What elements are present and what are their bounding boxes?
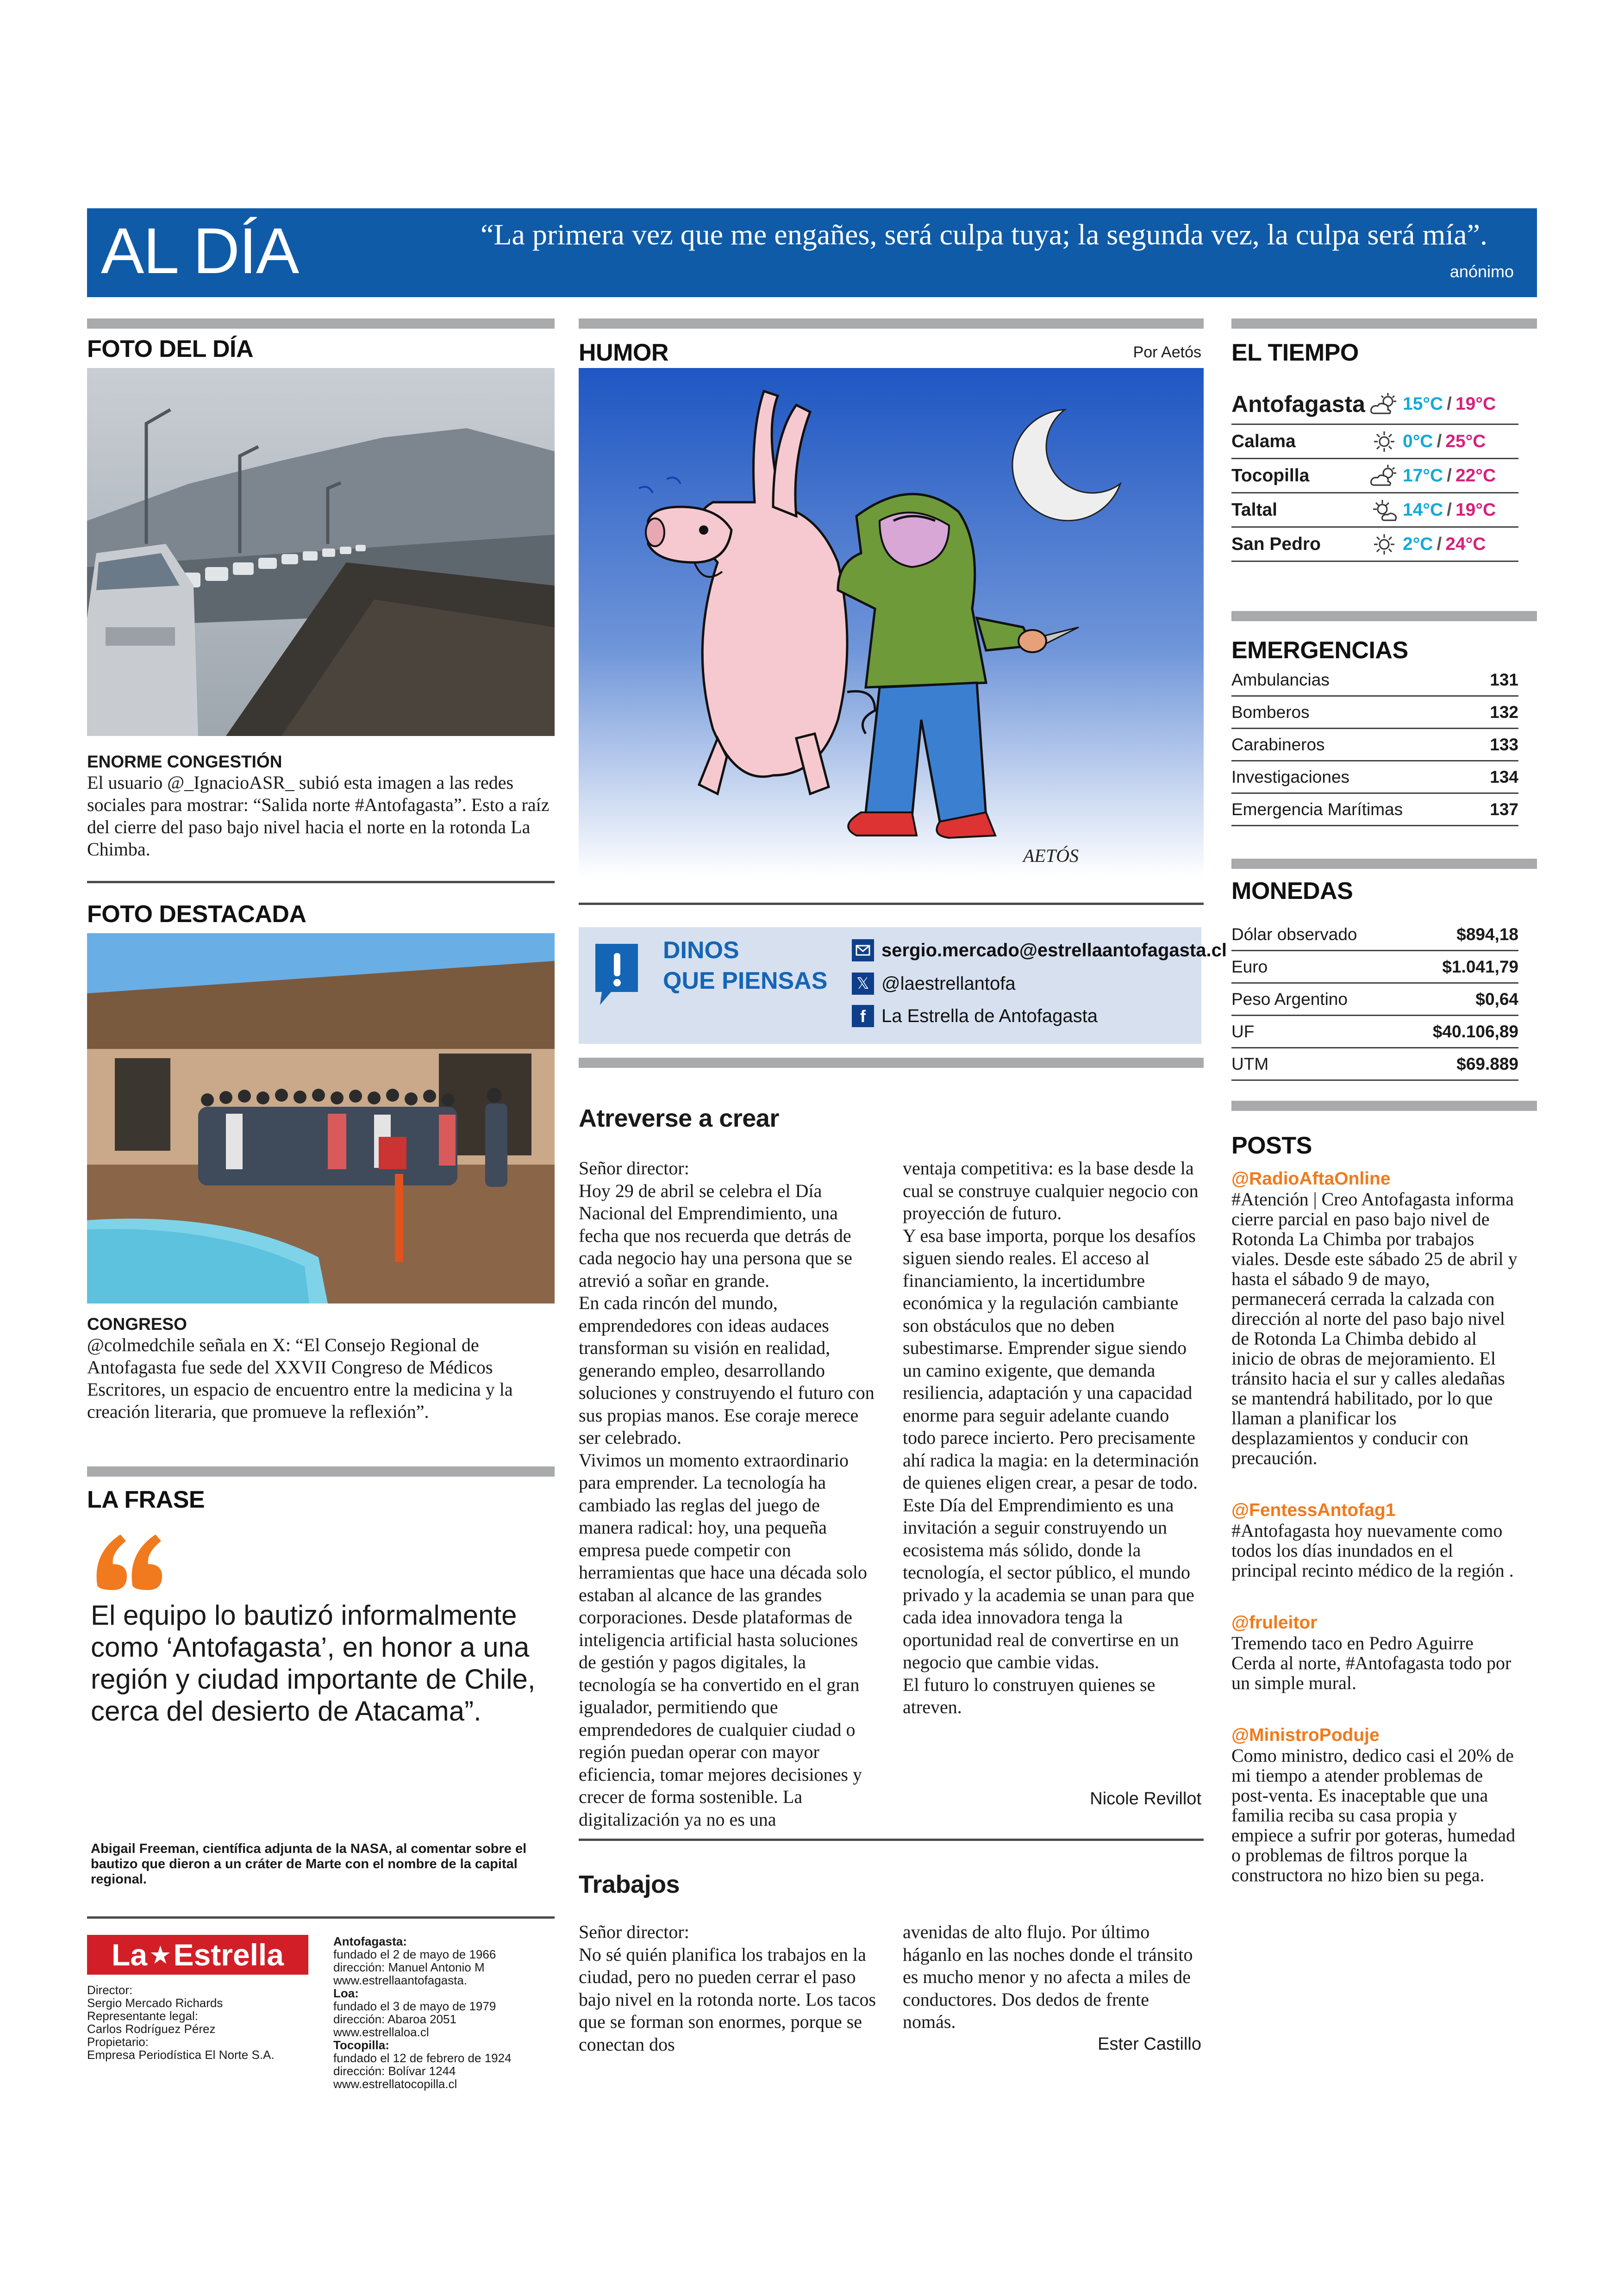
mail-icon [852,939,874,961]
temp-max: 25°C [1445,431,1486,451]
owner-label: Propietario: [87,2035,149,2049]
divider [87,1916,555,1919]
emergency-label: Bomberos [1231,702,1310,722]
partly-cloudy-icon [1366,462,1403,490]
emergency-label: Emergencia Marítimas [1231,799,1403,819]
facebook-page[interactable]: La Estrella de Antofagasta [881,1005,1098,1026]
post-handle[interactable]: @RadioAftaOnline [1231,1169,1391,1189]
currency-label: Dólar observado [1231,924,1357,944]
currency-label: Peso Argentino [1231,989,1348,1009]
post-text: Tremendo taco en Pedro Aguirre Cerda al norte, #Antofagasta todo por un simple mural. [1231,1633,1512,1693]
section-bar [87,318,555,329]
quote-author: anónimo [1449,262,1514,281]
edition-founded: fundado el 3 de mayo de 1979 [333,1999,496,2013]
emergency-row [1231,794,1518,826]
currency-row [1231,1048,1518,1081]
facebook-row[interactable] [852,1005,1098,1027]
section-bar [1231,611,1537,621]
post-handle[interactable]: @FentessAntofag1 [1231,1500,1396,1520]
la-frase-quote: El equipo lo bautizó informalmente como ‘Antofagasta’, en honor a una región y ciudad importante de Chile, cerca del desierto de Atacama”. [91,1600,536,1727]
email-row[interactable] [852,939,1227,961]
weather-city: Antofagasta [1231,391,1365,417]
currency-row [1231,951,1518,984]
caption-headline: ENORME CONGESTIÓN [87,752,282,771]
currency-value: $40.106,89 [1432,1022,1518,1041]
currency-value: $69.889 [1456,1054,1518,1073]
contact-box [579,927,1227,1044]
temp-min: 2°C [1403,534,1433,554]
currency-value: $1.041,79 [1442,957,1518,976]
exclamation-icon [593,941,641,1007]
caption-text: El usuario @_IgnacioASR_ subió esta imagen a las redes sociales para mostrar: “Salida norte #Antofagasta”. Esto a raíz del cierre del paso bajo nivel hacia el norte en la rotonda La Chimba. [87,772,550,860]
weather-row [1231,425,1518,459]
temp-separator: / [1437,431,1442,451]
contact-title-2: QUE PIENSAS [663,967,828,994]
x-row[interactable] [852,973,1016,995]
edition-founded: fundado el 12 de febrero de 1924 [333,2051,512,2065]
temp-min: 15°C [1403,393,1443,414]
email-link[interactable]: sergio.mercado@estrellaantofagasta.cl [881,940,1227,960]
emergencias-title: EMERGENCIAS [1231,637,1408,664]
letter-col-2 [903,1157,1201,1719]
foto-destacada-caption [87,1315,552,1423]
edition-founded: fundado el 2 de mayo de 1966 [333,1947,496,1961]
section-bar [87,1466,555,1477]
congress-photo [87,933,555,1303]
letter-signature: Nicole Revillot [1090,1789,1201,1809]
currency-label: UTM [1231,1054,1269,1073]
foto-del-dia-title: FOTO DEL DÍA [87,336,253,362]
temp-separator: / [1447,393,1452,414]
emergency-number: 137 [1490,799,1518,819]
header-quote: “La primera vez que me engañes, será culpa tuya; la segunda vez, la culpa será mía”. [481,218,1487,251]
partly-cloudy-icon [1366,390,1403,418]
temp-min: 0°C [1403,431,1433,451]
emergency-row [1231,761,1518,794]
weather-row [1231,528,1518,562]
letter-signature: Ester Castillo [1098,2034,1201,2054]
temp-max: 24°C [1445,534,1486,554]
letter-text: avenidas de alto flujo. Por último háganlo en las noches donde el tránsito es mucho menor y no afecta a miles de conductores. Dos dedos de frente nomás. [903,1921,1193,2032]
letter-col-2 [903,1921,1201,2033]
posts-list [1231,1169,1518,1885]
letter-col-1 [579,1157,877,1831]
logo-right: Estrella [173,1938,284,1972]
edition-address: dirección: Abaroa 2051 [333,2012,456,2026]
caption-headline: CONGRESO [87,1315,187,1334]
contact-title-1: DINOS [663,937,739,964]
emergency-label: Carabineros [1231,735,1325,754]
facebook-icon: f [852,1005,874,1027]
emergency-row [1231,697,1518,729]
rep-label: Representante legal: [87,2009,198,2023]
temp-min: 14°C [1403,499,1443,520]
x-handle[interactable]: @laestrellantofa [881,973,1016,994]
emergency-row [1231,729,1518,761]
section-bar [1231,859,1537,869]
cartoon-signature: AETÓS [1023,845,1079,866]
x-icon: 𝕏 [852,973,874,995]
edition-address: dirección: Manuel Antonio M [333,1960,485,1974]
caption-text: @colmedchile señala en X: “El Consejo Regional de Antofagasta fue sede del XXVII Congreso de Médicos Escritores, un espacio de encuentro entre la medicina y la creación literaria, que promueve la reflexión”. [87,1335,513,1422]
post-handle[interactable]: @fruleitor [1231,1613,1318,1633]
rep-name: Carlos Rodríguez Pérez [87,2022,216,2036]
letter-title: Trabajos [579,1871,680,1898]
letter-col-1 [579,1921,884,2056]
edition-address: dirección: Bolívar 1244 [333,2064,456,2078]
weather-row [1231,493,1518,528]
weather-row-main [1231,384,1518,425]
section-title: AL DÍA [101,214,299,287]
currency-label: UF [1231,1022,1255,1041]
edition-web[interactable]: www.estrellatocopilla.cl [333,2077,457,2091]
currency-value: $894,18 [1456,924,1518,944]
divider [579,903,1204,905]
post-text: #Atención | Creo Antofagasta informa cierre parcial en paso bajo nivel de Rotonda La Chimba por trabajos viales. Desde este sábado 25 de abril y hasta el sábado 9 de mayo, permanecerá cerrada la calzada con dirección al norte del paso bajo nivel de Rotonda La Chimba debido al inicio de obras de mejoramiento. El tránsito hacia el sur y calles aledañas se mantendrá habilitado, por lo que llaman a planificar los desplazamientos y conducir con precaución. [1231,1189,1518,1468]
weather-table [1231,384,1518,562]
masthead-editions [333,1935,528,2090]
masthead-credits [87,1983,309,2061]
emergency-label: Ambulancias [1231,670,1330,689]
director-label: Director: [87,1983,133,1997]
currency-row [1231,984,1518,1016]
divider [579,1839,1204,1841]
temp-separator: / [1447,465,1452,486]
edition-name: Antofagasta: [333,1934,407,1948]
edition-web[interactable]: www.estrellaantofagasta. [333,1973,468,1987]
emergencias-table [1231,664,1518,826]
temp-min: 17°C [1403,465,1443,486]
temp-max: 22°C [1455,465,1496,486]
temp-separator: / [1437,534,1442,554]
post-item [1231,1169,1518,1468]
section-bar [1231,1101,1537,1111]
section-bar [579,318,1204,329]
emergency-number: 134 [1490,767,1518,786]
post-text: Como ministro, dedico casi el 20% de mi tiempo a atender problemas de post-venta. Es inaceptable que una familia reciba su casa propia y empiece a sufrir por goteras, humedad o problemas de filtros porque la constructora no hizo bien su pega. [1231,1745,1516,1885]
currency-value: $0,64 [1475,989,1518,1009]
edition-web[interactable]: www.estrellaloa.cl [333,2025,429,2039]
emergency-number: 133 [1490,735,1518,754]
masthead-logo [87,1935,308,1975]
section-bar [1231,318,1537,329]
emergency-label: Investigaciones [1231,767,1350,786]
letter-text: Señor director: Hoy 29 de abril se celebra el Día Nacional del Emprendimiento, una fecha que nos recuerda que detrás de cada negocio hay una persona que se atrevió a soñar en grande. En cada rincón del mundo, emprendedores con ideas audaces transforman su visión en realidad, generando empleo, desarrollando soluciones y construyendo el futuro con sus propias manos. Ese coraje merece ser celebrado. Vivimos un momento extraordinario para emprender. La tecnología ha cambiado las reglas del juego de manera radical: hoy, una pequeña empresa puede competir con herramientas que hace una década solo estaban al alcance de las grandes corporaciones. Desde plataformas de inteligencia artificial hasta soluciones de gestión y pagos digitales, la tecnología se ha convertido en el gran igualador, permitiendo que emprendedores de cualquier ciudad o región puedan operar con mayor eficiencia, tomar mejores decisiones y crecer de forma sostenible. La digitalización ya no es una [579,1158,874,1830]
emergency-number: 132 [1490,702,1518,722]
director-name: Sergio Mercado Richards [87,1996,223,2010]
weather-city: San Pedro [1231,534,1321,554]
la-frase-title: LA FRASE [87,1486,205,1513]
post-item [1231,1613,1518,1693]
foto-destacada-title: FOTO DESTACADA [87,901,306,928]
quote-mark-icon [93,1525,167,1595]
la-frase-attribution: Abigail Freeman, científica adjunta de la NASA, al comentar sobre el bautizo que dieron a un cráter de Marte con el nombre de la capital regional. [91,1841,527,1887]
tiempo-title: EL TIEMPO [1231,339,1359,366]
temp-max: 19°C [1455,499,1496,520]
edition-name: Loa: [333,1986,359,2000]
humor-author: Por Aetós [1133,343,1201,361]
letter-title: Atreverse a crear [579,1104,779,1132]
weather-row [1231,459,1518,493]
emergency-row [1231,664,1518,697]
weather-city: Tocopilla [1231,465,1310,486]
temp-separator: / [1447,499,1452,520]
post-text: #Antofagasta hoy nuevamente como todos los días inundados en el principal recinto médico de la región . [1231,1520,1514,1581]
currency-label: Euro [1231,957,1268,976]
sun-icon [1366,530,1403,558]
sun-icon [1366,428,1403,455]
star-icon: ★ [149,1941,172,1969]
traffic-photo [87,368,555,736]
post-item [1231,1500,1518,1580]
cartoon [579,368,1204,877]
post-item [1231,1725,1518,1885]
currency-row [1231,919,1518,951]
post-handle[interactable]: @MinistroPoduje [1231,1725,1380,1745]
posts-title: POSTS [1231,1132,1312,1159]
letter-text: Señor director: No sé quién planifica los trabajos en la ciudad, pero no pueden cerrar el paso bajo nivel en la rotonda norte. Los tacos que se forman son enormes, porque se conectan dos [579,1921,876,2055]
logo-left: La [112,1938,148,1972]
section-bar [579,1058,1204,1068]
foto-del-dia-caption [87,752,550,861]
edition-name: Tocopilla: [333,2038,389,2052]
letter-text: ventaja competitiva: es la base desde la cual se construye cualquier negocio con proyección de futuro. Y esa base importa, porque los desafíos siguen siendo reales. El acceso al financiamiento, la incertidumbre económica y la regulación cambiante son obstáculos que no deben subestimarse. Emprender sigue siendo un camino exigente, que demanda resiliencia, adaptación y una capacidad enorme para seguir adelante cuando todo parece incierto. Pero precisamente ahí radica la magia: en la determinación de quienes eligen crear, a pesar de todo. Este Día del Emprendimiento es una invitación a seguir construyendo un ecosistema más sólido, donde la tecnología, el sector público, el mundo privado y la academia se unan para que cada idea innovadora tenga la oportunidad real de convertirse en un negocio que cambie vidas. El futuro lo construyen quienes se atreven. [903,1158,1199,1717]
humor-title: HUMOR [579,339,668,366]
divider [87,881,555,883]
owner-name: Empresa Periodística El Norte S.A. [87,2048,275,2062]
temp-max: 19°C [1455,393,1496,414]
weather-city: Calama [1231,431,1296,451]
monedas-title: MONEDAS [1231,878,1353,904]
weather-city: Taltal [1231,499,1277,520]
currency-row [1231,1016,1518,1048]
sun-cloud-icon [1366,496,1403,524]
emergency-number: 131 [1490,670,1518,689]
monedas-table [1231,919,1518,1081]
